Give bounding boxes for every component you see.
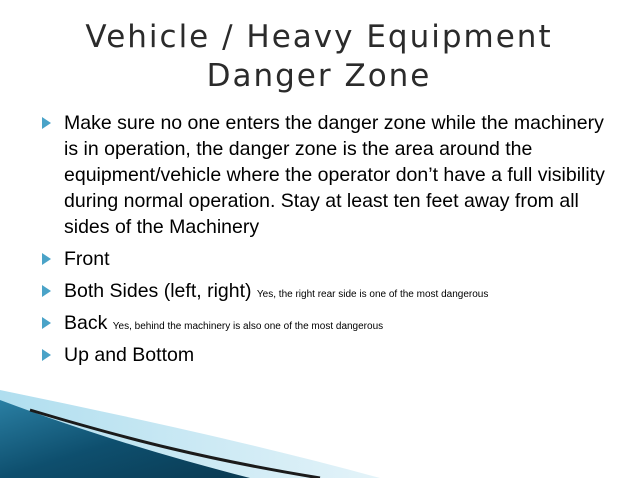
title-line-2: Danger Zone — [206, 58, 432, 94]
bullet-text: Both Sides (left, right) — [64, 280, 252, 302]
bullet-arrow-icon — [42, 285, 51, 297]
bullet-note: Yes, the right rear side is one of the most dangerous — [256, 289, 489, 300]
bullet-item-danger-zone — [40, 110, 610, 240]
bullet-text: Back — [64, 312, 108, 334]
bullet-arrow-icon — [42, 317, 51, 329]
bullet-text: Make sure no one enters the danger zone while the machinery is in operation, the danger zone is the area around the equipment/vehicle where the operator don’t have a full visibility during normal operation. Stay at least ten feet away from all sides of the Machinery — [64, 112, 605, 238]
title-line-1: Vehicle / Heavy Equipment — [85, 19, 553, 55]
bullet-item-back — [40, 310, 610, 336]
bullet-note: Yes, behind the machinery is also one of the most dangerous — [112, 321, 384, 332]
slide-title — [0, 18, 638, 96]
bullet-text: Front — [64, 248, 110, 270]
bullet-item-both-sides — [40, 278, 610, 304]
bullet-text: Up and Bottom — [64, 344, 195, 366]
bullet-list — [40, 110, 610, 374]
bullet-arrow-icon — [42, 253, 51, 265]
bullet-item-front — [40, 246, 610, 272]
decorative-swoosh — [0, 360, 638, 478]
bullet-arrow-icon — [42, 117, 51, 129]
